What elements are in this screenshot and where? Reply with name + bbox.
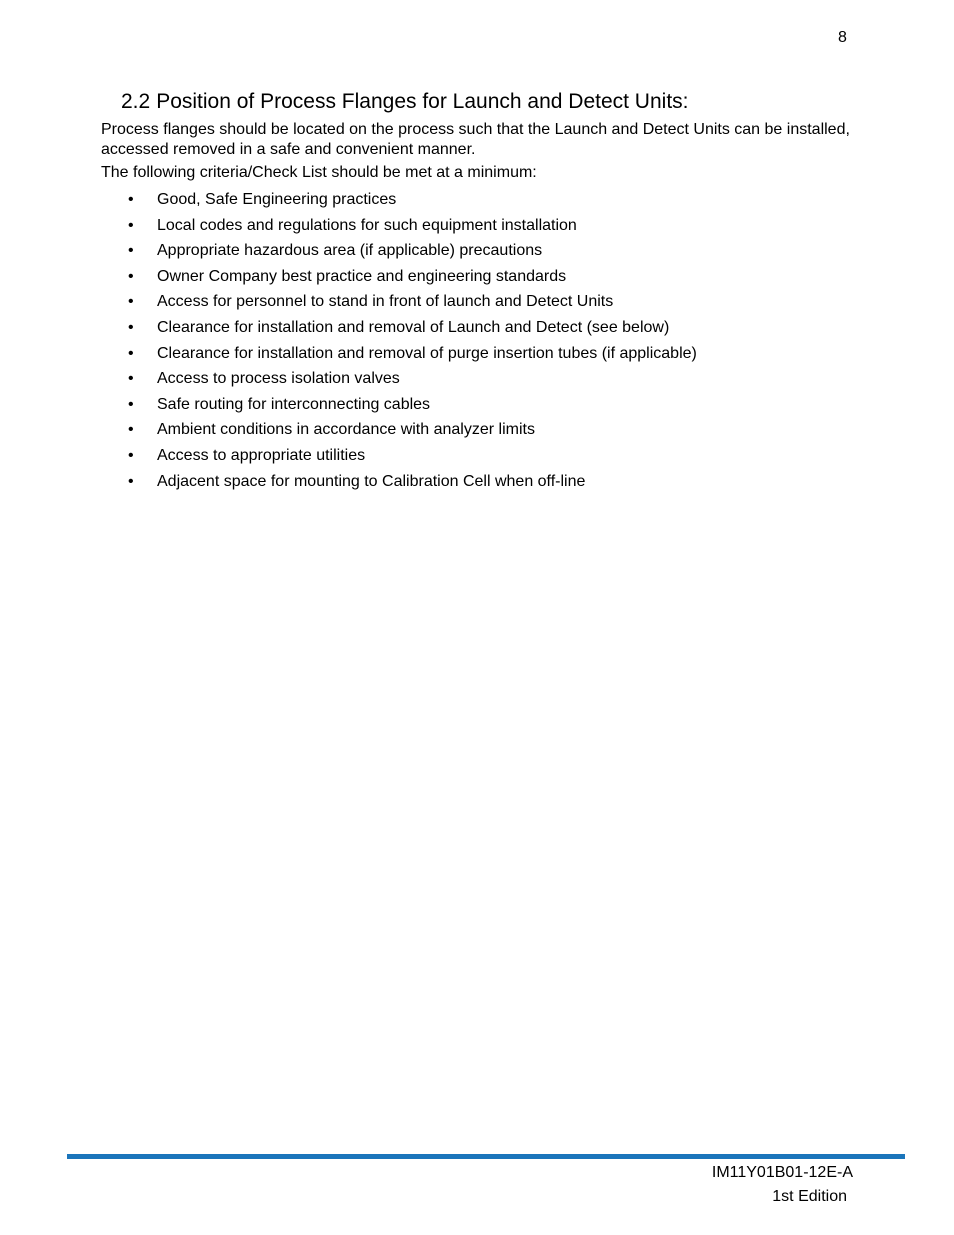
list-item bbox=[101, 213, 697, 239]
list-item-text: Safe routing for interconnecting cables bbox=[157, 395, 431, 413]
bullet-icon: • bbox=[128, 267, 134, 285]
list-item-text: Appropriate hazardous area (if applicable) precautions bbox=[157, 242, 543, 260]
list-item-text: Clearance for installation and removal of Launch and Detect (see below) bbox=[157, 318, 670, 336]
list-item-text: Access for personnel to stand in front of launch and Detect Units bbox=[157, 293, 614, 311]
section-title: Position of Process Flanges for Launch and Detect Units: bbox=[156, 90, 689, 113]
list-item bbox=[101, 289, 697, 315]
list-item bbox=[101, 238, 697, 264]
bullet-icon: • bbox=[128, 242, 134, 260]
bullet-icon: • bbox=[128, 293, 134, 311]
list-item bbox=[101, 469, 697, 495]
footer-divider bbox=[67, 1154, 905, 1159]
bullet-icon: • bbox=[128, 344, 134, 362]
bullet-icon: • bbox=[128, 318, 134, 336]
list-item bbox=[101, 366, 697, 392]
bullet-icon: • bbox=[128, 191, 134, 208]
list-item bbox=[101, 392, 697, 418]
list-item-text: Access to process isolation valves bbox=[157, 370, 400, 388]
bullet-icon: • bbox=[128, 395, 134, 413]
bullet-icon: • bbox=[128, 370, 134, 388]
list-item-text: Adjacent space for mounting to Calibration Cell when off-line bbox=[157, 472, 586, 490]
list-item-text: Good, Safe Engineering practices bbox=[157, 191, 397, 208]
list-item bbox=[101, 264, 697, 290]
checklist bbox=[101, 187, 697, 494]
list-item-text: Owner Company best practice and engineering standards bbox=[157, 267, 567, 285]
list-item bbox=[101, 443, 697, 469]
intro-paragraph: Process flanges should be located on the process such that the Launch and Detect Units can be installed, accessed removed in a safe and convenient manner. bbox=[101, 121, 850, 158]
section-number: 2.2 bbox=[121, 90, 151, 113]
document-id: IM11Y01B01-12E-A bbox=[711, 1164, 853, 1181]
bullet-icon: • bbox=[128, 216, 134, 234]
section-heading bbox=[121, 89, 688, 115]
list-item bbox=[101, 187, 697, 213]
bullet-icon: • bbox=[128, 421, 134, 439]
criteria-intro: The following criteria/Check List should be met at a minimum: bbox=[101, 164, 537, 181]
list-item-text: Access to appropriate utilities bbox=[157, 446, 366, 464]
edition-label: 1st Edition bbox=[772, 1188, 847, 1205]
list-item-text: Ambient conditions in accordance with analyzer limits bbox=[157, 421, 535, 439]
list-item bbox=[101, 341, 697, 367]
list-item-text: Local codes and regulations for such equipment installation bbox=[157, 216, 577, 234]
bullet-icon: • bbox=[128, 472, 134, 490]
bullet-icon: • bbox=[128, 446, 134, 464]
list-item bbox=[101, 417, 697, 443]
page-number: 8 bbox=[838, 29, 847, 46]
list-item bbox=[101, 315, 697, 341]
list-item-text: Clearance for installation and removal of purge insertion tubes (if applicable) bbox=[157, 344, 697, 362]
